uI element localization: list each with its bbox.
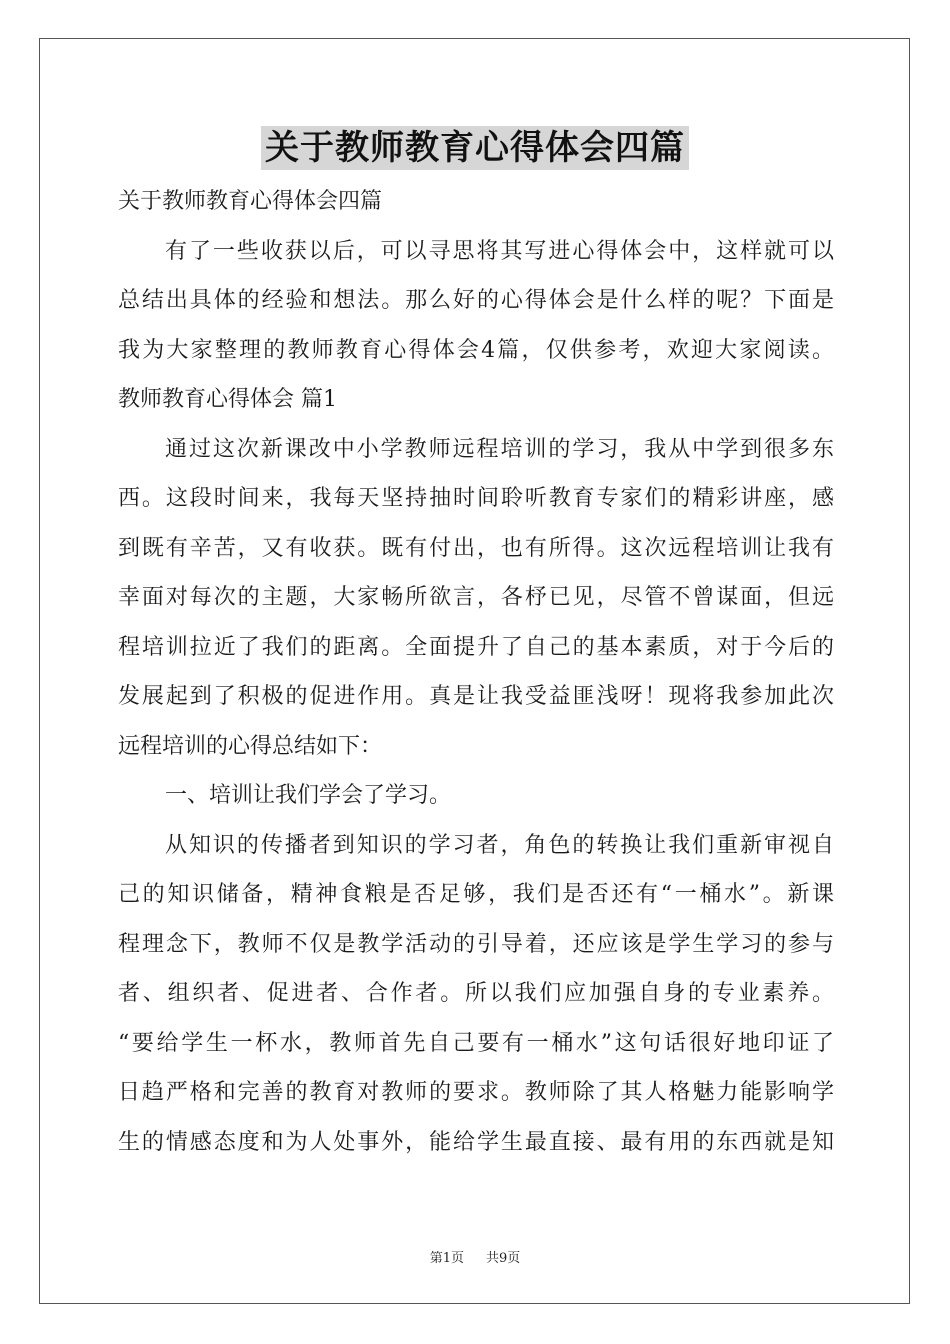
- body-line: 己的知识储备，精神食粮是否足够，我们是否还有“一桶水”。新课: [118, 882, 834, 907]
- page-number: 第1页: [429, 1251, 464, 1266]
- body-line: 关于教师教育心得体会四篇: [118, 189, 383, 214]
- body-line: 总结出具体的经验和想法。那么好的心得体会是什么样的呢？下面是: [118, 288, 834, 313]
- body-line: 发展起到了积极的促进作用。真是让我受益匪浅呀！现将我参加此次: [118, 684, 834, 709]
- body-line: 从知识的传播者到知识的学习者，角色的转换让我们重新审视自: [165, 832, 834, 858]
- section-heading: 教师教育心得体会 篇1: [118, 387, 337, 412]
- body-line: 通过这次新课改中小学教师远程培训的学习，我从中学到很多东: [165, 436, 834, 462]
- body-line: 者、组织者、促进者、合作者。所以我们应加强自身的专业素养。: [118, 981, 834, 1006]
- body-line: 日趋严格和完善的教育对教师的要求。教师除了其人格魅力能影响学: [118, 1080, 834, 1105]
- body-line: “要给学生一杯水，教师首先自己要有一桶水”这句话很好地印证了: [118, 1030, 834, 1056]
- document-title: 关于教师教育心得体会四篇: [261, 126, 689, 170]
- body-line: 幸面对每次的主题，大家畅所欲言，各杼已见，尽管不曾谋面，但远: [118, 585, 834, 610]
- body-line: 我为大家整理的教师教育心得体会4篇，仅供参考，欢迎大家阅读。: [118, 337, 834, 363]
- body-line: 有了一些收获以后，可以寻思将其写进心得体会中，这样就可以: [165, 238, 834, 264]
- body-line: 生的情感态度和为人处事外，能给学生最直接、最有用的东西就是知: [118, 1129, 834, 1155]
- body-line: 程培训拉近了我们的距离。全面提升了自己的基本素质，对于今后的: [118, 634, 834, 660]
- document-body: [118, 177, 834, 1167]
- page-total: 共9页: [486, 1251, 521, 1266]
- body-line: 西。这段时间来，我每天坚持抽时间聆听教育专家们的精彩讲座，感: [118, 486, 834, 511]
- body-line: 远程培训的心得总结如下：: [118, 733, 383, 759]
- page-footer: [0, 1247, 950, 1266]
- body-line: 到既有辛苦，又有收获。既有付出，也有所得。这次远程培训让我有: [118, 535, 834, 561]
- title-container: [0, 126, 950, 170]
- body-line: 程理念下，教师不仅是教学活动的引导着，还应该是学生学习的参与: [118, 931, 834, 957]
- subsection-heading: 一、培训让我们学会了学习。: [165, 783, 452, 808]
